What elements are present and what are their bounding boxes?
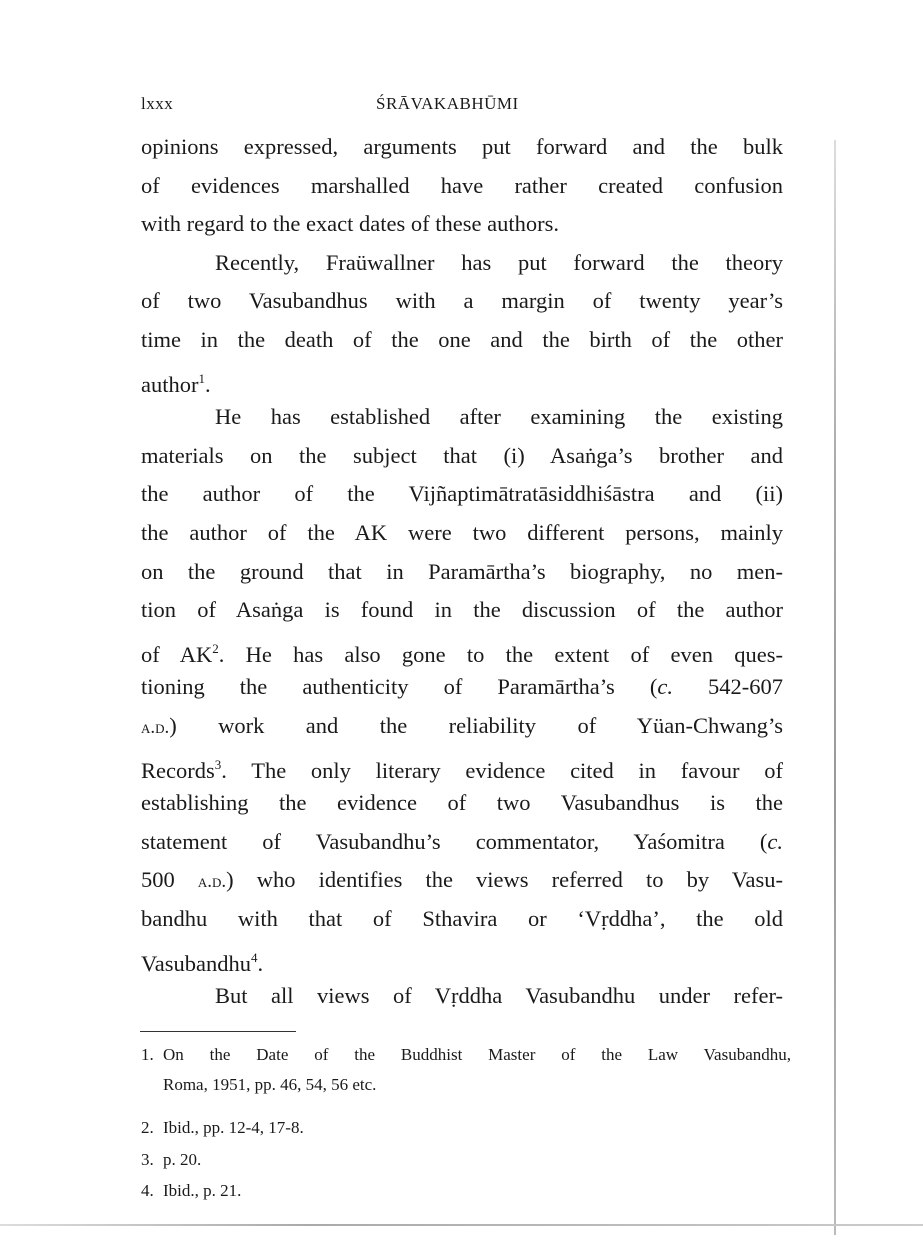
footnote-number: 4. xyxy=(141,1181,154,1200)
text-line xyxy=(141,364,783,400)
text-line xyxy=(141,827,783,857)
text-segment: Records xyxy=(141,757,215,783)
text-line xyxy=(141,171,783,201)
footnote-reference: 1 xyxy=(198,370,205,386)
text-segment: . xyxy=(204,371,211,397)
text-segment: with regard to the exact dates of these authors. xyxy=(141,211,559,237)
footnote xyxy=(141,1117,791,1139)
footnote-reference: 3 xyxy=(214,756,222,772)
text-line xyxy=(141,479,783,509)
text-segment: 542-607 xyxy=(672,674,783,700)
text-line xyxy=(141,788,783,818)
footnote-divider xyxy=(140,1031,296,1032)
text-segment: tioning the authenticity of Paramārtha’s ( xyxy=(141,674,658,700)
footnote-text: On the Date of the Buddhist Master of the Law Vasubandhu, xyxy=(163,1045,791,1064)
scan-right-edge xyxy=(834,140,836,1235)
footnote-text: p. 20. xyxy=(163,1150,202,1169)
text-segment: the author of the AK were two different persons, mainly xyxy=(141,520,783,545)
text-line xyxy=(141,441,783,471)
text-segment: of AK xyxy=(141,641,213,667)
text-line xyxy=(141,750,783,786)
text-line xyxy=(141,634,783,670)
text-segment: c. xyxy=(657,674,673,700)
text-line xyxy=(215,402,783,432)
footnote-reference: 4 xyxy=(250,949,258,965)
footnote xyxy=(141,1180,791,1202)
text-segment: a.d. xyxy=(197,871,227,893)
text-line xyxy=(141,595,783,625)
text-segment: 500 xyxy=(141,867,198,893)
text-line xyxy=(141,557,783,587)
text-line xyxy=(215,248,783,278)
text-segment: establishing the evidence of two Vasubandhus is the xyxy=(141,790,783,816)
text-segment: materials on the subject that (i) Asaṅga’s brother and xyxy=(141,442,783,468)
text-line xyxy=(141,904,783,934)
text-line xyxy=(141,132,783,162)
text-line xyxy=(141,325,783,355)
text-segment: the author of the Vijñaptimātratāsiddhiśāstra and (ii) xyxy=(141,481,783,507)
text-segment: a.d. xyxy=(141,717,170,738)
text-segment: . The only literary evidence cited in favour of xyxy=(221,757,783,783)
text-segment: ) work and the reliability of Yüan-Chwang’s xyxy=(169,713,783,738)
text-segment: Recently, Fraüwallner has put forward the theory xyxy=(215,249,783,275)
text-segment: bandhu with that of Sthavira or ‘Vṛddha’, the old xyxy=(141,906,783,931)
running-title: ŚRĀVAKABHŪMI xyxy=(376,94,519,113)
text-segment: But all views of Vṛddha Vasubandhu under refer- xyxy=(215,983,783,1009)
footnote-text: Ibid., p. 21. xyxy=(163,1181,242,1200)
text-segment: time in the death of the one and the birth of the other xyxy=(141,327,783,352)
text-segment: Vasubandhu xyxy=(141,950,251,976)
page-number: lxxx xyxy=(141,94,174,113)
text-line xyxy=(141,518,783,548)
text-line xyxy=(141,943,783,979)
text-line xyxy=(215,981,783,1011)
text-segment: c. xyxy=(767,828,783,854)
text-segment: of two Vasubandhus with a margin of twenty year’s xyxy=(141,288,783,314)
text-segment: statement of Vasubandhu’s commentator, Yaśomitra ( xyxy=(141,828,768,854)
text-segment: author xyxy=(141,371,199,397)
text-segment: tion of Asaṅga is found in the discussion of the author xyxy=(141,597,783,623)
text-segment: ) who identifies the views referred to by Vasu- xyxy=(226,867,784,893)
footnote-reference: 2 xyxy=(212,640,219,656)
text-line xyxy=(141,865,783,897)
footnote-continuation: Roma, 1951, pp. 46, 54, 56 etc. xyxy=(163,1075,377,1094)
text-line xyxy=(141,286,783,316)
footnote-number: 2. xyxy=(141,1118,154,1137)
text-line xyxy=(141,672,783,702)
text-segment: He has established after examining the existing xyxy=(215,404,783,430)
footnote-number: 1. xyxy=(141,1045,154,1064)
text-segment: of evidences marshalled have rather created confusion xyxy=(141,172,783,198)
text-segment: on the ground that in Paramārtha’s biography, no men- xyxy=(141,558,783,584)
footnote xyxy=(141,1044,791,1066)
footnote-number: 3. xyxy=(141,1150,154,1169)
text-segment: . He has also gone to the extent of even ques- xyxy=(218,641,783,667)
footnote xyxy=(141,1149,791,1171)
scan-bottom-edge xyxy=(0,1224,923,1226)
text-segment: . xyxy=(257,950,264,976)
text-segment: opinions expressed, arguments put forward and the bulk xyxy=(141,134,783,159)
text-line xyxy=(141,711,783,743)
footnote-text: Ibid., pp. 12-4, 17-8. xyxy=(163,1118,304,1137)
text-line xyxy=(141,209,783,239)
